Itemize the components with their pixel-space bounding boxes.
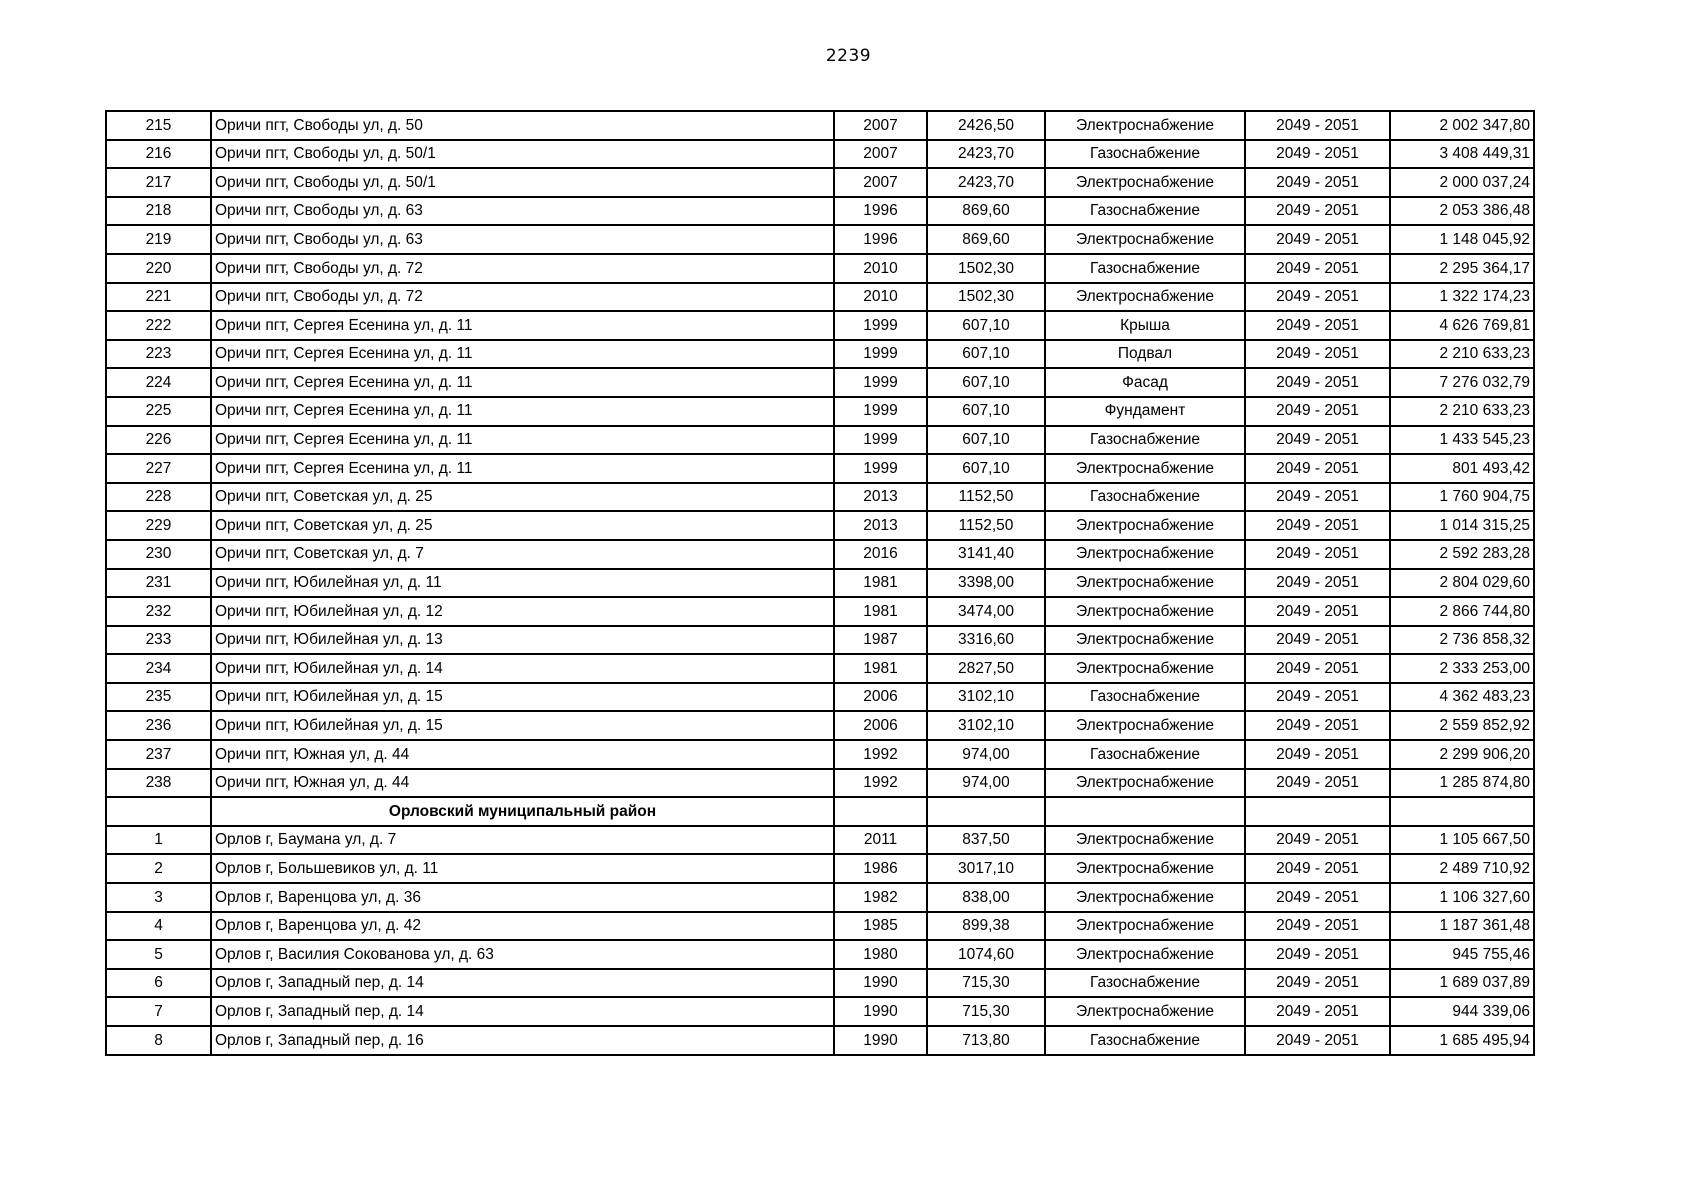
cell-work-type: Электроснабжение (1045, 711, 1245, 740)
cell-year: 2016 (834, 540, 927, 569)
cell-year: 2013 (834, 483, 927, 512)
cell-cost: 2 559 852,92 (1390, 711, 1534, 740)
table-row (106, 683, 1534, 712)
cell-year: 1999 (834, 311, 927, 340)
cell-year: 1981 (834, 597, 927, 626)
cell-address: Орлов г, Варенцова ул, д. 36 (211, 883, 834, 912)
cell-year: 1999 (834, 454, 927, 483)
cell-row-number: 228 (106, 483, 211, 512)
cell-period: 2049 - 2051 (1245, 540, 1390, 569)
table-row (106, 197, 1534, 226)
cell-period: 2049 - 2051 (1245, 826, 1390, 855)
cell-address: Оричи пгт, Свободы ул, д. 72 (211, 283, 834, 312)
cell-year: 1980 (834, 940, 927, 969)
cell-row-number: 221 (106, 283, 211, 312)
cell-work-type: Электроснабжение (1045, 940, 1245, 969)
cell-row-number: 231 (106, 569, 211, 598)
cell-row-number: 7 (106, 997, 211, 1026)
empty-cell (1245, 797, 1390, 826)
cell-period: 2049 - 2051 (1245, 283, 1390, 312)
cell-cost: 2 000 037,24 (1390, 168, 1534, 197)
cell-year: 2006 (834, 683, 927, 712)
cell-work-type: Электроснабжение (1045, 569, 1245, 598)
cell-period: 2049 - 2051 (1245, 311, 1390, 340)
cell-work-type: Электроснабжение (1045, 168, 1245, 197)
table-row (106, 769, 1534, 798)
cell-address: Оричи пгт, Сергея Есенина ул, д. 11 (211, 311, 834, 340)
cell-period: 2049 - 2051 (1245, 511, 1390, 540)
cell-cost: 1 148 045,92 (1390, 225, 1534, 254)
empty-cell (834, 797, 927, 826)
cell-address: Орлов г, Баумана ул, д. 7 (211, 826, 834, 855)
cell-year: 2010 (834, 283, 927, 312)
cell-period: 2049 - 2051 (1245, 654, 1390, 683)
cell-year: 1990 (834, 997, 927, 1026)
cell-period: 2049 - 2051 (1245, 626, 1390, 655)
cell-cost: 1 760 904,75 (1390, 483, 1534, 512)
cell-address: Оричи пгт, Советская ул, д. 7 (211, 540, 834, 569)
cell-year: 1999 (834, 368, 927, 397)
cell-area: 1502,30 (927, 283, 1045, 312)
cell-work-type: Газоснабжение (1045, 483, 1245, 512)
empty-cell (106, 797, 211, 826)
table-row (106, 254, 1534, 283)
cell-cost: 2 295 364,17 (1390, 254, 1534, 283)
cell-work-type: Электроснабжение (1045, 454, 1245, 483)
cell-year: 2011 (834, 826, 927, 855)
cell-year: 2006 (834, 711, 927, 740)
cell-area: 899,38 (927, 912, 1045, 941)
cell-period: 2049 - 2051 (1245, 197, 1390, 226)
table-row (106, 540, 1534, 569)
cell-row-number: 4 (106, 912, 211, 941)
cell-address: Орлов г, Западный пер, д. 16 (211, 1026, 834, 1055)
cell-period: 2049 - 2051 (1245, 254, 1390, 283)
table-row (106, 225, 1534, 254)
cell-work-type: Электроснабжение (1045, 997, 1245, 1026)
cell-period: 2049 - 2051 (1245, 168, 1390, 197)
cell-period: 2049 - 2051 (1245, 969, 1390, 998)
cell-address: Оричи пгт, Юбилейная ул, д. 15 (211, 711, 834, 740)
cell-period: 2049 - 2051 (1245, 483, 1390, 512)
cell-address: Оричи пгт, Советская ул, д. 25 (211, 483, 834, 512)
empty-cell (927, 797, 1045, 826)
cell-year: 1982 (834, 883, 927, 912)
cell-cost: 1 689 037,89 (1390, 969, 1534, 998)
section-header-row (106, 797, 1534, 826)
cell-address: Орлов г, Василия Сокованова ул, д. 63 (211, 940, 834, 969)
table-row (106, 340, 1534, 369)
cell-area: 869,60 (927, 225, 1045, 254)
cell-year: 1990 (834, 969, 927, 998)
cell-work-type: Электроснабжение (1045, 654, 1245, 683)
cell-cost: 2 736 858,32 (1390, 626, 1534, 655)
cell-year: 2007 (834, 140, 927, 169)
cell-address: Оричи пгт, Южная ул, д. 44 (211, 740, 834, 769)
cell-period: 2049 - 2051 (1245, 225, 1390, 254)
cell-area: 3316,60 (927, 626, 1045, 655)
cell-row-number: 219 (106, 225, 211, 254)
cell-year: 1992 (834, 769, 927, 798)
cell-address: Оричи пгт, Советская ул, д. 25 (211, 511, 834, 540)
cell-area: 1152,50 (927, 511, 1045, 540)
cell-area: 3398,00 (927, 569, 1045, 598)
cell-area: 2423,70 (927, 140, 1045, 169)
cell-cost: 1 106 327,60 (1390, 883, 1534, 912)
cell-row-number: 223 (106, 340, 211, 369)
cell-cost: 2 053 386,48 (1390, 197, 1534, 226)
table-row (106, 483, 1534, 512)
cell-work-type: Фундамент (1045, 397, 1245, 426)
table-row (106, 597, 1534, 626)
cell-year: 1999 (834, 426, 927, 455)
repair-schedule-table (105, 110, 1535, 1056)
cell-row-number: 5 (106, 940, 211, 969)
cell-work-type: Электроснабжение (1045, 883, 1245, 912)
cell-address: Оричи пгт, Юбилейная ул, д. 13 (211, 626, 834, 655)
cell-period: 2049 - 2051 (1245, 426, 1390, 455)
cell-year: 2007 (834, 168, 927, 197)
cell-row-number: 224 (106, 368, 211, 397)
cell-address: Оричи пгт, Свободы ул, д. 63 (211, 225, 834, 254)
cell-address: Оричи пгт, Сергея Есенина ул, д. 11 (211, 368, 834, 397)
cell-cost: 4 362 483,23 (1390, 683, 1534, 712)
cell-area: 1152,50 (927, 483, 1045, 512)
cell-address: Оричи пгт, Сергея Есенина ул, д. 11 (211, 397, 834, 426)
cell-row-number: 227 (106, 454, 211, 483)
cell-row-number: 230 (106, 540, 211, 569)
cell-row-number: 235 (106, 683, 211, 712)
cell-cost: 2 489 710,92 (1390, 854, 1534, 883)
cell-period: 2049 - 2051 (1245, 368, 1390, 397)
table-row (106, 311, 1534, 340)
table-row (106, 111, 1534, 140)
cell-area: 713,80 (927, 1026, 1045, 1055)
cell-address: Оричи пгт, Юбилейная ул, д. 14 (211, 654, 834, 683)
cell-period: 2049 - 2051 (1245, 854, 1390, 883)
cell-row-number: 220 (106, 254, 211, 283)
cell-year: 1990 (834, 1026, 927, 1055)
table-row (106, 397, 1534, 426)
cell-work-type: Электроснабжение (1045, 283, 1245, 312)
cell-year: 1999 (834, 340, 927, 369)
cell-cost: 1 685 495,94 (1390, 1026, 1534, 1055)
table-row (106, 511, 1534, 540)
cell-address: Оричи пгт, Южная ул, д. 44 (211, 769, 834, 798)
cell-cost: 2 592 283,28 (1390, 540, 1534, 569)
table-row (106, 1026, 1534, 1055)
cell-cost: 2 866 744,80 (1390, 597, 1534, 626)
table-row (106, 826, 1534, 855)
cell-area: 715,30 (927, 969, 1045, 998)
cell-row-number: 222 (106, 311, 211, 340)
cell-year: 1985 (834, 912, 927, 941)
cell-row-number: 229 (106, 511, 211, 540)
cell-row-number: 6 (106, 969, 211, 998)
cell-cost: 7 276 032,79 (1390, 368, 1534, 397)
cell-row-number: 234 (106, 654, 211, 683)
cell-period: 2049 - 2051 (1245, 340, 1390, 369)
cell-area: 974,00 (927, 740, 1045, 769)
cell-year: 1996 (834, 225, 927, 254)
cell-period: 2049 - 2051 (1245, 454, 1390, 483)
cell-year: 2010 (834, 254, 927, 283)
cell-work-type: Газоснабжение (1045, 1026, 1245, 1055)
cell-period: 2049 - 2051 (1245, 111, 1390, 140)
cell-cost: 1 014 315,25 (1390, 511, 1534, 540)
cell-address: Оричи пгт, Свободы ул, д. 50/1 (211, 168, 834, 197)
cell-cost: 4 626 769,81 (1390, 311, 1534, 340)
cell-work-type: Крыша (1045, 311, 1245, 340)
cell-cost: 2 299 906,20 (1390, 740, 1534, 769)
cell-cost: 944 339,06 (1390, 997, 1534, 1026)
cell-area: 607,10 (927, 311, 1045, 340)
table-row (106, 883, 1534, 912)
cell-cost: 1 105 667,50 (1390, 826, 1534, 855)
cell-work-type: Электроснабжение (1045, 826, 1245, 855)
cell-address: Орлов г, Западный пер, д. 14 (211, 969, 834, 998)
cell-work-type: Подвал (1045, 340, 1245, 369)
cell-area: 3017,10 (927, 854, 1045, 883)
empty-cell (1045, 797, 1245, 826)
cell-row-number: 225 (106, 397, 211, 426)
cell-row-number: 236 (106, 711, 211, 740)
cell-work-type: Электроснабжение (1045, 626, 1245, 655)
cell-year: 1981 (834, 569, 927, 598)
cell-period: 2049 - 2051 (1245, 769, 1390, 798)
cell-row-number: 226 (106, 426, 211, 455)
cell-area: 607,10 (927, 340, 1045, 369)
cell-work-type: Газоснабжение (1045, 254, 1245, 283)
cell-address: Оричи пгт, Сергея Есенина ул, д. 11 (211, 454, 834, 483)
cell-cost: 1 433 545,23 (1390, 426, 1534, 455)
cell-row-number: 238 (106, 769, 211, 798)
cell-cost: 1 187 361,48 (1390, 912, 1534, 941)
table-row (106, 569, 1534, 598)
cell-work-type: Газоснабжение (1045, 197, 1245, 226)
cell-work-type: Газоснабжение (1045, 140, 1245, 169)
cell-cost: 2 210 633,23 (1390, 397, 1534, 426)
cell-period: 2049 - 2051 (1245, 597, 1390, 626)
cell-row-number: 2 (106, 854, 211, 883)
cell-year: 1992 (834, 740, 927, 769)
cell-address: Оричи пгт, Юбилейная ул, д. 11 (211, 569, 834, 598)
cell-period: 2049 - 2051 (1245, 711, 1390, 740)
cell-row-number: 1 (106, 826, 211, 855)
cell-work-type: Электроснабжение (1045, 540, 1245, 569)
cell-year: 2013 (834, 511, 927, 540)
table-row (106, 997, 1534, 1026)
cell-area: 3102,10 (927, 711, 1045, 740)
cell-address: Орлов г, Варенцова ул, д. 42 (211, 912, 834, 941)
cell-period: 2049 - 2051 (1245, 997, 1390, 1026)
cell-area: 3474,00 (927, 597, 1045, 626)
cell-period: 2049 - 2051 (1245, 397, 1390, 426)
cell-address: Оричи пгт, Свободы ул, д. 50 (211, 111, 834, 140)
cell-work-type: Электроснабжение (1045, 597, 1245, 626)
cell-work-type: Фасад (1045, 368, 1245, 397)
cell-area: 1502,30 (927, 254, 1045, 283)
cell-row-number: 217 (106, 168, 211, 197)
cell-work-type: Электроснабжение (1045, 225, 1245, 254)
cell-work-type: Электроснабжение (1045, 111, 1245, 140)
cell-year: 1987 (834, 626, 927, 655)
cell-year: 1981 (834, 654, 927, 683)
cell-period: 2049 - 2051 (1245, 883, 1390, 912)
cell-cost: 945 755,46 (1390, 940, 1534, 969)
cell-address: Оричи пгт, Свободы ул, д. 63 (211, 197, 834, 226)
table-row (106, 654, 1534, 683)
cell-address: Орлов г, Западный пер, д. 14 (211, 997, 834, 1026)
cell-cost: 2 002 347,80 (1390, 111, 1534, 140)
cell-year: 1986 (834, 854, 927, 883)
cell-row-number: 215 (106, 111, 211, 140)
cell-cost: 3 408 449,31 (1390, 140, 1534, 169)
cell-row-number: 232 (106, 597, 211, 626)
cell-cost: 1 285 874,80 (1390, 769, 1534, 798)
cell-row-number: 8 (106, 1026, 211, 1055)
cell-year: 2007 (834, 111, 927, 140)
table-row (106, 140, 1534, 169)
cell-work-type: Газоснабжение (1045, 740, 1245, 769)
cell-work-type: Электроснабжение (1045, 912, 1245, 941)
cell-area: 2423,70 (927, 168, 1045, 197)
cell-work-type: Электроснабжение (1045, 769, 1245, 798)
cell-cost: 2 333 253,00 (1390, 654, 1534, 683)
cell-address: Оричи пгт, Юбилейная ул, д. 12 (211, 597, 834, 626)
cell-area: 837,50 (927, 826, 1045, 855)
cell-address: Оричи пгт, Свободы ул, д. 72 (211, 254, 834, 283)
table-row (106, 854, 1534, 883)
cell-work-type: Газоснабжение (1045, 683, 1245, 712)
cell-work-type: Газоснабжение (1045, 426, 1245, 455)
cell-address: Оричи пгт, Сергея Есенина ул, д. 11 (211, 340, 834, 369)
cell-address: Оричи пгт, Сергея Есенина ул, д. 11 (211, 426, 834, 455)
cell-work-type: Электроснабжение (1045, 511, 1245, 540)
cell-period: 2049 - 2051 (1245, 940, 1390, 969)
empty-cell (1390, 797, 1534, 826)
cell-cost: 801 493,42 (1390, 454, 1534, 483)
cell-area: 2827,50 (927, 654, 1045, 683)
cell-period: 2049 - 2051 (1245, 740, 1390, 769)
cell-area: 974,00 (927, 769, 1045, 798)
table-row (106, 626, 1534, 655)
cell-address: Орлов г, Большевиков ул, д. 11 (211, 854, 834, 883)
page-number: 2239 (825, 46, 872, 66)
table-row (106, 969, 1534, 998)
cell-cost: 2 804 029,60 (1390, 569, 1534, 598)
cell-row-number: 216 (106, 140, 211, 169)
cell-year: 1996 (834, 197, 927, 226)
section-title: Орловский муниципальный район (211, 797, 834, 826)
cell-area: 3141,40 (927, 540, 1045, 569)
cell-row-number: 3 (106, 883, 211, 912)
table-row (106, 168, 1534, 197)
table-row (106, 368, 1534, 397)
cell-area: 607,10 (927, 397, 1045, 426)
cell-area: 607,10 (927, 454, 1045, 483)
cell-work-type: Электроснабжение (1045, 854, 1245, 883)
cell-cost: 1 322 174,23 (1390, 283, 1534, 312)
cell-area: 607,10 (927, 368, 1045, 397)
cell-cost: 2 210 633,23 (1390, 340, 1534, 369)
cell-period: 2049 - 2051 (1245, 683, 1390, 712)
cell-area: 3102,10 (927, 683, 1045, 712)
cell-address: Оричи пгт, Юбилейная ул, д. 15 (211, 683, 834, 712)
cell-area: 2426,50 (927, 111, 1045, 140)
table-row (106, 711, 1534, 740)
cell-row-number: 237 (106, 740, 211, 769)
table-row (106, 283, 1534, 312)
table-body (106, 111, 1534, 1055)
table-row (106, 426, 1534, 455)
table-row (106, 740, 1534, 769)
cell-year: 1999 (834, 397, 927, 426)
cell-area: 715,30 (927, 997, 1045, 1026)
table-row (106, 912, 1534, 941)
table-row (106, 454, 1534, 483)
cell-period: 2049 - 2051 (1245, 569, 1390, 598)
cell-area: 607,10 (927, 426, 1045, 455)
cell-period: 2049 - 2051 (1245, 140, 1390, 169)
cell-period: 2049 - 2051 (1245, 912, 1390, 941)
cell-area: 869,60 (927, 197, 1045, 226)
cell-area: 1074,60 (927, 940, 1045, 969)
cell-row-number: 218 (106, 197, 211, 226)
cell-work-type: Газоснабжение (1045, 969, 1245, 998)
cell-row-number: 233 (106, 626, 211, 655)
cell-period: 2049 - 2051 (1245, 1026, 1390, 1055)
cell-address: Оричи пгт, Свободы ул, д. 50/1 (211, 140, 834, 169)
cell-area: 838,00 (927, 883, 1045, 912)
table-row (106, 940, 1534, 969)
